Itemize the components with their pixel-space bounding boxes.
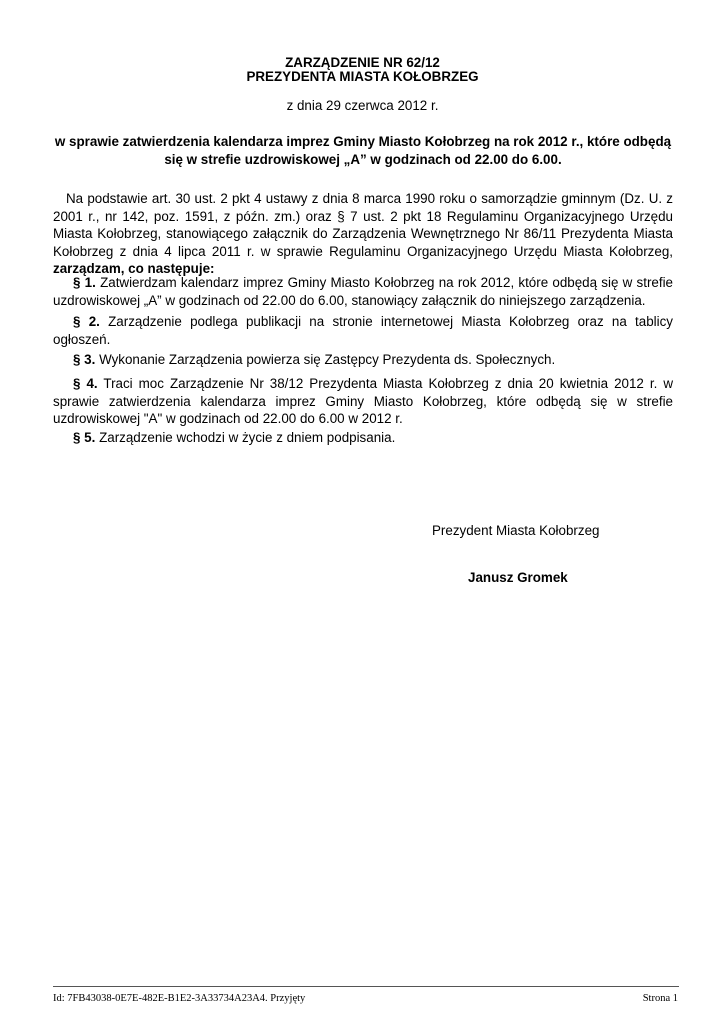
paragraph-number: § 2.: [73, 314, 100, 329]
document-title-line1: ZARZĄDZENIE NR 62/12: [285, 55, 440, 70]
paragraph-1: [53, 274, 673, 309]
footer-document-id: Id: 7FB43038-0E7E-482E-B1E2-3A33734A23A4. Przyjęty: [53, 993, 306, 1004]
paragraph-4: [53, 375, 673, 428]
paragraph-number: § 4.: [73, 376, 98, 391]
paragraph-number: § 1.: [73, 275, 96, 290]
preamble-emphasis: zarządzam, co następuje:: [53, 261, 215, 276]
preamble-text: Na podstawie art. 30 ust. 2 pkt 4 ustawy z dnia 8 marca 1990 roku o samorządzie gminnym (Dz. U. z 2001 r., nr 142, poz. 1591, z późn. zm.) oraz § 7 ust. 2 pkt 18 Regulaminu Organizacyjnego Urzędu Miasta Kołobrzeg, stanowiącego załącznik do Zarządzenia Wewnętrznego Nr 86/11 Prezydenta Miasta Kołobrzeg z dnia 4 lipca 2011 r. w sprawie Regulaminu Organizacyjnego Urzędu Miasta Kołobrzeg,: [53, 191, 673, 259]
signature-name: Janusz Gromek: [468, 570, 568, 585]
footer-page-number: Strona 1: [642, 993, 678, 1004]
paragraph-text: Zarządzenie podlega publikacji na stronie internetowej Miasta Kołobrzeg oraz na tablicy ogłoszeń.: [53, 314, 673, 347]
paragraph-2: [53, 313, 673, 348]
document-subject: w sprawie zatwierdzenia kalendarza imprez Gminy Miasto Kołobrzeg na rok 2012 r., które odbędą się w strefie uzdrowiskowej „A” w godzinach od 22.00 do 6.00.: [54, 134, 672, 167]
paragraph-3: [53, 351, 673, 369]
document-date: z dnia 29 czerwca 2012 r.: [286, 98, 439, 113]
paragraph-number: § 3.: [73, 352, 96, 367]
paragraph-text: Zatwierdzam kalendarz imprez Gminy Miasto Kołobrzeg na rok 2012, które odbędą się w strefie uzdrowiskowej „A” w godzinach od 22.00 do 6.00, stanowiący załącznik do niniejszego zarządzenia.: [53, 275, 673, 308]
paragraph-number: § 5.: [73, 430, 96, 445]
preamble-paragraph: [53, 190, 673, 278]
signature-role: Prezydent Miasta Kołobrzeg: [432, 523, 600, 538]
paragraph-text: Wykonanie Zarządzenia powierza się Zastępcy Prezydenta ds. Społecznych.: [95, 352, 556, 367]
footer-divider: [53, 986, 679, 987]
paragraph-text: Zarządzenie wchodzi w życie z dniem podpisania.: [95, 430, 396, 445]
paragraph-5: [53, 429, 673, 447]
paragraph-text: Traci moc Zarządzenie Nr 38/12 Prezydenta Miasta Kołobrzeg z dnia 20 kwietnia 2012 r. w sprawie zatwierdzenia kalendarza imprez Gminy Miasto Kołobrzeg, które odbędą się w strefie uzdrowiskowej "A" w godzinach od 22.00 do 6.00 w 2012 r.: [53, 376, 673, 426]
document-title-line2: PREZYDENTA MIASTA KOŁOBRZEG: [246, 69, 479, 84]
